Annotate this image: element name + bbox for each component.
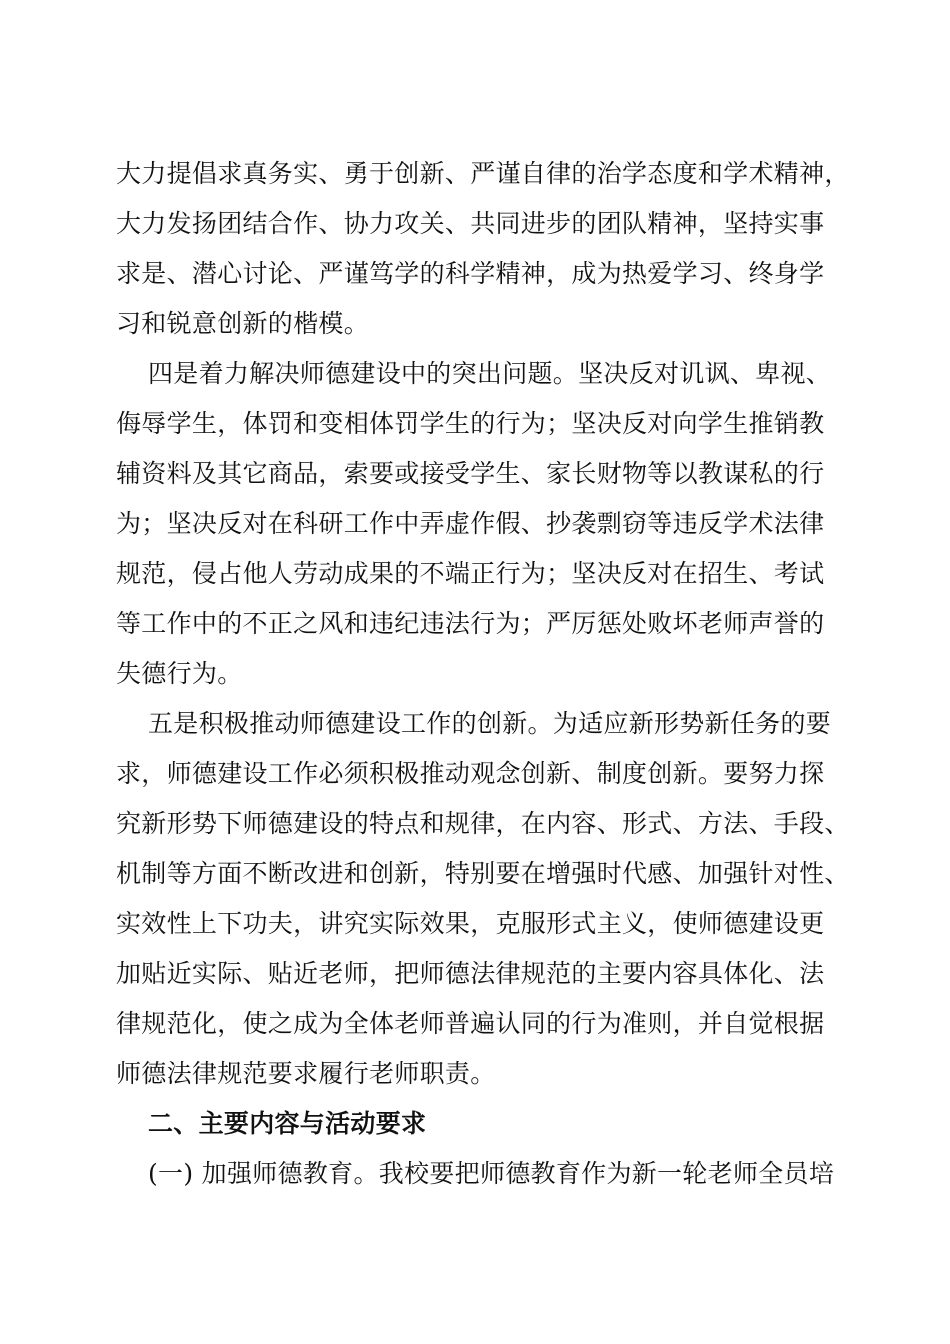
text-line: 辅资料及其它商品，索要或接受学生、家长财物等以教谋私的行 [116,459,825,488]
text-line: 失德行为。 [116,659,243,688]
text-line: 大力发扬团结合作、协力攻关、共同进步的团队精神，坚持实事 [116,209,825,238]
text-line: 等工作中的不正之风和违纪违法行为；严厉惩处败坏老师声誉的 [116,609,825,638]
text-line: 究新形势下师德建设的特点和规律，在内容、形式、方法、手段、 [116,809,850,838]
text-line: 求是、潜心讨论、严谨笃学的科学精神，成为热爱学习、终身学 [116,259,825,288]
text-line: 习和锐意创新的楷模。 [116,309,370,338]
text-line: 大力提倡求真务实、勇于创新、严谨自律的治学态度和学术精神， [116,159,850,188]
text-line: 五是积极推动师德建设工作的创新。为适应新形势新任务的要 [148,709,832,738]
text-line: 加贴近实际、贴近老师，把师德法律规范的主要内容具体化、法 [116,959,825,988]
text-line: 求，师德建设工作必须积极推动观念创新、制度创新。要努力探 [116,759,825,788]
text-line: 师德法律规范要求履行老师职责。 [116,1059,496,1088]
text-line: 律规范化，使之成为全体老师普遍认同的行为准则，并自觉根据 [116,1009,825,1038]
text-line: 规范，侵占他人劳动成果的不端正行为；坚决反对在招生、考试 [116,559,825,588]
text-line: (一) 加强师德教育。我校要把师德教育作为新一轮老师全员培 [148,1159,835,1188]
text-line: 四是着力解决师德建设中的突出问题。坚决反对讥讽、卑视、 [148,359,832,388]
text-line: 机制等方面不断改进和创新，特别要在增强时代感、加强针对性、 [116,859,850,888]
text-line: 为；坚决反对在科研工作中弄虚作假、抄袭剽窃等违反学术法律 [116,509,825,538]
text-line: 侮辱学生，体罚和变相体罚学生的行为；坚决反对向学生推销教 [116,409,825,438]
text-line: 实效性上下功夫，讲究实际效果，克服形式主义，使师德建设更 [116,909,825,938]
section-heading: 二、主要内容与活动要求 [148,1109,427,1138]
